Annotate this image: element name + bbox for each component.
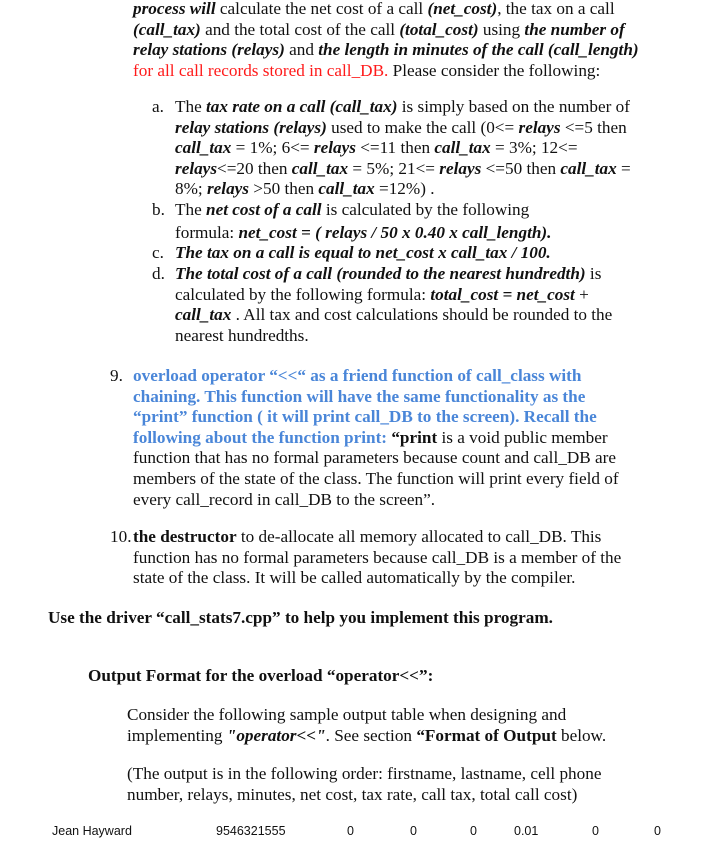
output-order-paragraph: (The output is in the following order: firstname, lastname, cell phone number, relays, minutes, net cost, tax rate, call tax, total call cost) — [127, 764, 602, 804]
driver-note: Use the driver “call_stats7.cpp” to help you implement this program. — [48, 608, 553, 627]
cell-net-cost: 0 — [470, 824, 477, 838]
cell-call-tax: 0 — [592, 824, 599, 838]
list-marker: 10. — [110, 527, 132, 546]
intro-paragraph — [133, 0, 639, 81]
cell-total-cost: 0 — [654, 824, 661, 838]
cell-name: Jean Hayward — [52, 824, 132, 838]
list-marker: c. — [152, 243, 164, 262]
list-marker: b. — [152, 200, 165, 219]
list-marker: a. — [152, 97, 164, 116]
sample-output-row — [0, 824, 717, 844]
highlighted-red-text: for all call records stored in call_DB. — [133, 60, 389, 80]
list-item-b: b. The net cost of a call is calculated by the following formula: net_cost = ( relays / 50 x 0.40 x call_length). — [152, 200, 552, 242]
intro-line-4: for all call records stored in call_DB. Please consider the following: — [133, 60, 601, 80]
output-format-heading: Output Format for the overload “operator<<”: — [88, 666, 434, 685]
cell-tax-rate: 0.01 — [514, 824, 539, 838]
intro-line-3: relay stations (relays) and the length in minutes of the call (call_length) — [133, 40, 639, 60]
list-item-d: d. The total cost of a call (rounded to the nearest hundredth) is calculated by the following formula: total_cost = net_cost + call_tax . All tax and cost calculations should be rounded to the nearest hundredths. — [152, 264, 613, 345]
intro-line-1: process will calculate the net cost of a call (net_cost), the tax on a call — [133, 0, 615, 18]
cell-phone: 9546321555 — [216, 824, 286, 838]
output-description-paragraph: Consider the following sample output table when designing and implementing "operator<<". See section “Format of Output below. — [127, 705, 607, 745]
list-marker: d. — [152, 264, 165, 283]
list-item-c: c. The tax on a call is equal to net_cost x call_tax / 100. — [152, 243, 551, 262]
list-marker: 9. — [110, 366, 123, 385]
cell-minutes: 0 — [410, 824, 417, 838]
list-item-a: a. The tax rate on a call (call_tax) is simply based on the number of relay stations (relays) used to make the call (0<= relays <=5 then call_tax = 1%; 6<= relays <=11 then call_tax = 3%; 12<= relays<=20 then call_tax = 5%; 21<= relays <=50 then call_tax = 8%; relays >50 then call_tax =12%) . — [152, 97, 631, 199]
intro-line-2: (call_tax) and the total cost of the call (total_cost) using the number of — [133, 19, 625, 39]
cell-relays: 0 — [347, 824, 354, 838]
list-item-9: 9. overload operator “<<“ as a friend function of call_class with chaining. This function will have the same functionality as the “print” function ( it will print call_DB to the screen). Recall the following about the function print: “print is a void public member function that has no formal parameters because count and call_DB are members of the state of the class. The function will print every field of every call_record in call_DB to the screen”. — [110, 366, 619, 509]
list-item-10: 10. the destructor to de-allocate all memory allocated to call_DB. This function has no formal parameters because call_DB is a member of the state of the class. It will be called automatically by the compiler. — [110, 527, 622, 588]
